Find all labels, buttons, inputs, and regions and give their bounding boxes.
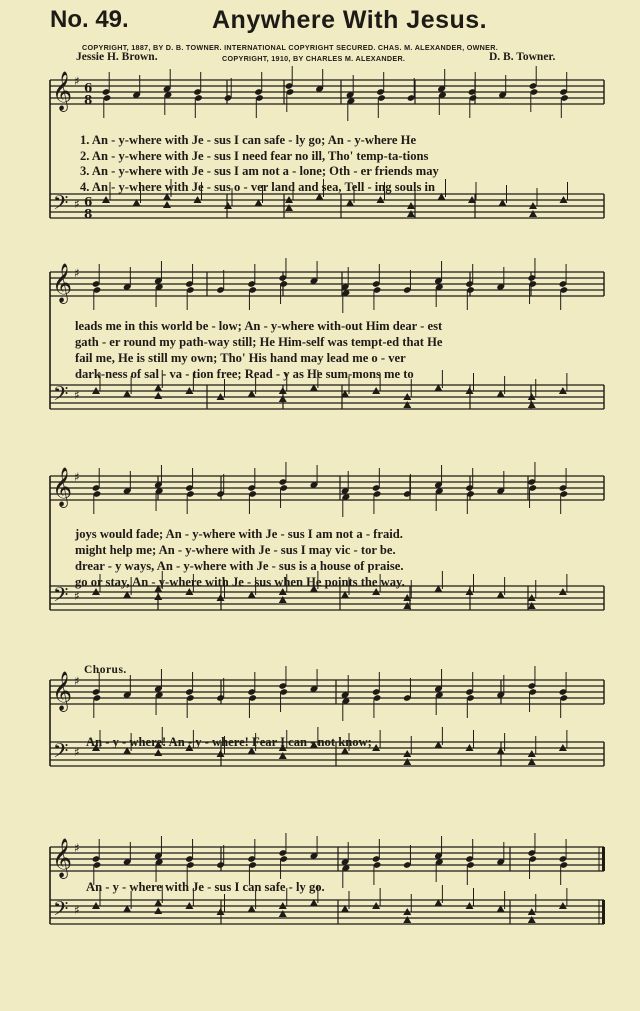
sharp-icon: ♯ bbox=[74, 589, 80, 603]
music-system bbox=[50, 833, 605, 925]
bass-clef-icon: 𝄢 bbox=[53, 739, 69, 767]
lyric-line: fail me, He is still my own; Tho' His hand may lead me o - ver bbox=[75, 351, 406, 365]
lyric-line: drear - y ways, An - y-where with Je - sus is a house of praise. bbox=[75, 559, 404, 573]
hymn-title: Anywhere With Jesus. bbox=[212, 6, 488, 34]
music-system bbox=[50, 258, 604, 410]
bass-clef-icon: 𝄢 bbox=[53, 583, 69, 611]
lyric-line: An - y - where with Je - sus I can safe - ly go. bbox=[86, 880, 325, 894]
chorus-label: Chorus. bbox=[84, 664, 127, 676]
sharp-icon: ♯ bbox=[74, 841, 80, 855]
sharp-icon: ♯ bbox=[74, 388, 80, 402]
music-credit: D. B. Towner. bbox=[489, 51, 556, 63]
sharp-icon: ♯ bbox=[74, 745, 80, 759]
svg-text:8: 8 bbox=[84, 93, 93, 107]
bass-clef-icon: 𝄢 bbox=[53, 897, 69, 925]
treble-clef-icon: 𝄞 bbox=[52, 263, 73, 303]
lyric-line: leads me in this world be - low; An - y-where with-out Him dear - est bbox=[75, 319, 443, 333]
music-system bbox=[50, 666, 604, 767]
lyric-line: 3. An - y-where with Je - sus I am not a - lone; Oth - er friends may bbox=[80, 164, 439, 178]
lyric-line: 4. An - y-where with Je - sus o - ver land and sea, Tell - ing souls in bbox=[80, 179, 436, 194]
lyric-line: go or stay, An - y-where with Je - sus when He points the way. bbox=[75, 575, 405, 589]
words-credit: Jessie H. Brown. bbox=[76, 51, 158, 63]
bass-clef-icon: 𝄢 bbox=[53, 191, 69, 219]
sharp-icon: ♯ bbox=[74, 903, 80, 917]
sharp-icon: ♯ bbox=[74, 197, 80, 211]
lyric-line: 2. An - y-where with Je - sus I need fear no ill, Tho' temp-ta-tions bbox=[80, 148, 429, 163]
treble-clef-icon: 𝄞 bbox=[52, 71, 73, 111]
sharp-icon: ♯ bbox=[74, 674, 80, 688]
lyric-line: 1. An - y-where with Je - sus I can safe - ly go; An - y-where He bbox=[80, 133, 417, 147]
treble-clef-icon: 𝄞 bbox=[52, 671, 73, 711]
svg-text:6: 6 bbox=[84, 81, 93, 95]
sharp-icon: ♯ bbox=[74, 74, 80, 88]
lyric-line: gath - er round my path-way still; He Him-self was tempt-ed that He bbox=[75, 335, 443, 349]
bass-clef-icon: 𝄢 bbox=[53, 382, 69, 410]
lyric-line: An - y - where! An - y - where! Fear I can - not know; bbox=[86, 735, 372, 749]
svg-text:6: 6 bbox=[84, 195, 93, 209]
copyright-line-1: COPYRIGHT, 1887, BY D. B. TOWNER. INTERNATIONAL COPYRIGHT SECURED. CHAS. M. ALEXANDER, OWNER. bbox=[82, 43, 499, 52]
hymn-number: No. 49. bbox=[50, 6, 129, 33]
copyright-line-2: COPYRIGHT, 1910, BY CHARLES M. ALEXANDER. bbox=[222, 54, 406, 63]
lyric-line: might help me; An - y-where with Je - sus I may vic - tor be. bbox=[75, 543, 396, 557]
treble-clef-icon: 𝄞 bbox=[52, 838, 73, 878]
sharp-icon: ♯ bbox=[74, 266, 80, 280]
lyric-line: dark-ness of sal - va - tion free; Read - y as He sum-mons me to bbox=[75, 367, 414, 381]
svg-text:8: 8 bbox=[84, 207, 93, 221]
sharp-icon: ♯ bbox=[74, 470, 80, 484]
lyric-line: joys would fade; An - y-where with Je - sus I am not a - fraid. bbox=[75, 527, 403, 541]
treble-clef-icon: 𝄞 bbox=[52, 467, 73, 507]
